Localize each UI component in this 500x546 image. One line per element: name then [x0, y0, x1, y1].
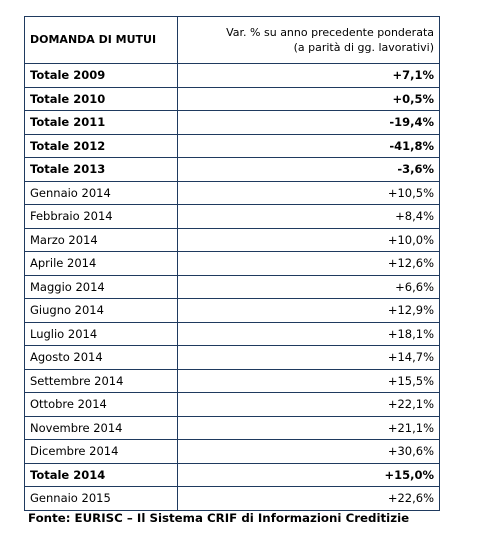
row-label: Novembre 2014: [25, 416, 178, 440]
table-row: [25, 205, 440, 229]
row-label: Luglio 2014: [25, 322, 178, 346]
row-label: Totale 2009: [25, 64, 178, 88]
table-row: [25, 158, 440, 182]
row-value: +10,0%: [178, 228, 440, 252]
table-row: [25, 181, 440, 205]
table-row: [25, 369, 440, 393]
table-row: [25, 393, 440, 417]
row-value: +30,6%: [178, 440, 440, 464]
row-label: Gennaio 2014: [25, 181, 178, 205]
source-note: Fonte: EURISC – Il Sistema CRIF di Informazioni Creditizie: [28, 511, 410, 525]
table-row: [25, 463, 440, 487]
row-label: Settembre 2014: [25, 369, 178, 393]
table-header-row: [25, 17, 440, 64]
row-label: Totale 2014: [25, 463, 178, 487]
table-row: [25, 111, 440, 135]
row-label: Agosto 2014: [25, 346, 178, 370]
row-value: +15,5%: [178, 369, 440, 393]
row-label: Maggio 2014: [25, 275, 178, 299]
row-value: +22,6%: [178, 487, 440, 511]
row-label: Totale 2013: [25, 158, 178, 182]
row-value: +21,1%: [178, 416, 440, 440]
row-label: Ottobre 2014: [25, 393, 178, 417]
row-value: +8,4%: [178, 205, 440, 229]
row-value: +18,1%: [178, 322, 440, 346]
table-row: [25, 134, 440, 158]
row-label: Aprile 2014: [25, 252, 178, 276]
row-label: Giugno 2014: [25, 299, 178, 323]
row-label: Marzo 2014: [25, 228, 178, 252]
row-value: +22,1%: [178, 393, 440, 417]
mortgage-demand-table: [24, 16, 440, 511]
table-row: [25, 64, 440, 88]
row-value: +14,7%: [178, 346, 440, 370]
table-row: [25, 228, 440, 252]
header-value-line1: Var. % su anno precedente ponderata: [226, 26, 434, 39]
table-row: [25, 275, 440, 299]
row-value: +7,1%: [178, 64, 440, 88]
header-label: DOMANDA DI MUTUI: [25, 17, 178, 64]
row-value: +15,0%: [178, 463, 440, 487]
row-label: Febbraio 2014: [25, 205, 178, 229]
mortgage-demand-table-container: [24, 16, 439, 511]
row-value: +0,5%: [178, 87, 440, 111]
row-value: +6,6%: [178, 275, 440, 299]
row-value: -3,6%: [178, 158, 440, 182]
row-value: +12,6%: [178, 252, 440, 276]
row-value: +12,9%: [178, 299, 440, 323]
row-label: Totale 2011: [25, 111, 178, 135]
row-label: Totale 2010: [25, 87, 178, 111]
row-label: Gennaio 2015: [25, 487, 178, 511]
table-row: [25, 416, 440, 440]
row-label: Dicembre 2014: [25, 440, 178, 464]
header-value: [178, 17, 440, 64]
table-row: [25, 440, 440, 464]
table-row: [25, 322, 440, 346]
row-label: Totale 2012: [25, 134, 178, 158]
table-row: [25, 346, 440, 370]
table-body: [25, 64, 440, 511]
table-row: [25, 487, 440, 511]
row-value: -41,8%: [178, 134, 440, 158]
row-value: +10,5%: [178, 181, 440, 205]
table-row: [25, 87, 440, 111]
table-row: [25, 252, 440, 276]
header-value-line2: (a parità di gg. lavorativi): [293, 41, 434, 54]
table-row: [25, 299, 440, 323]
row-value: -19,4%: [178, 111, 440, 135]
